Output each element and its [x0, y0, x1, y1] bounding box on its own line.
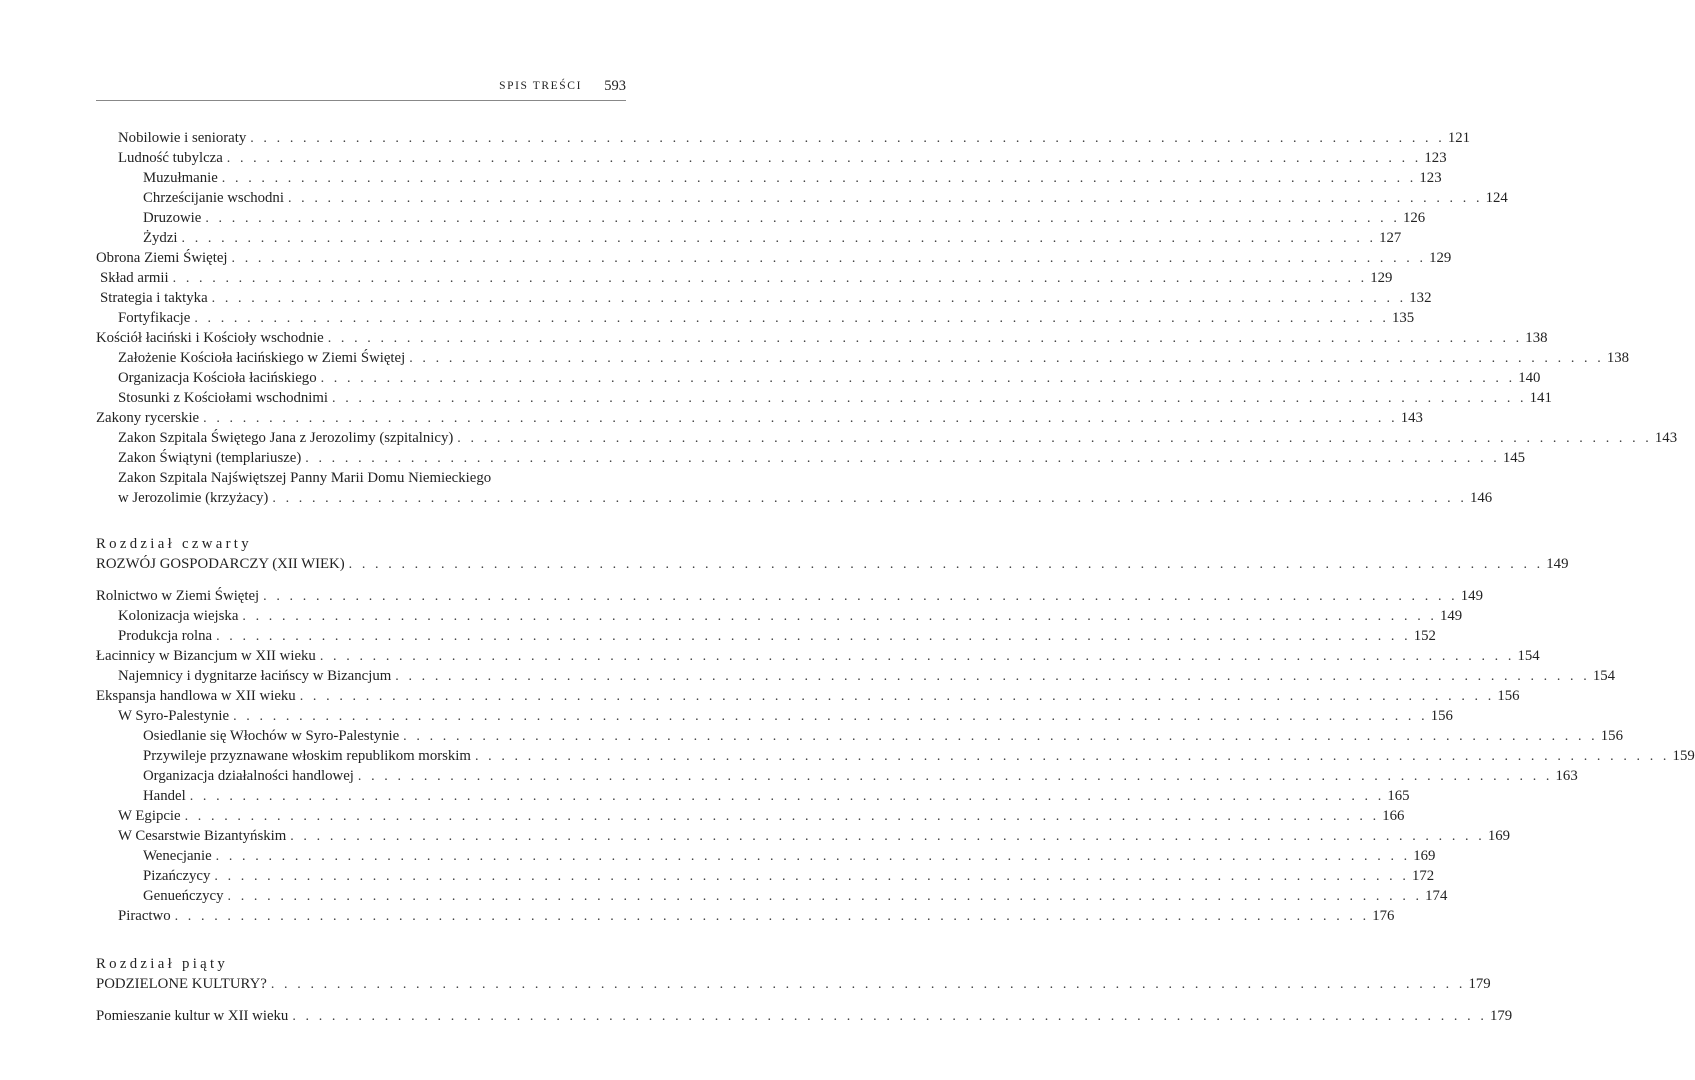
leader-dots: . . . . . . . . . . . . . . . . . . . . . . . . . . . . . . . . . . . . . . . . . . . . . . . . . . . . . . . . . . . . . . . . . . . . . . . . . . . . . . . . . . . . . . . . . . .: [348, 557, 1544, 572]
toc-page-number: 165: [1387, 788, 1410, 804]
leader-dots: . . . . . . . . . . . . . . . . . . . . . . . . . . . . . . . . . . . . . . . . . . . . . . . . . . . . . . . . . . . . . . . . . . . . . . . . . . . . . . . . . . . . . . . . . . .: [181, 231, 1377, 246]
toc-page-number: 121: [1447, 130, 1471, 146]
toc-row: [96, 746, 1695, 766]
toc-row: [96, 268, 1393, 288]
leader-dots: . . . . . . . . . . . . . . . . . . . . . . . . . . . . . . . . . . . . . . . . . . . . . . . . . . . . . . . . . . . . . . . . . . . . . . . . . . . . . . . . . . . . . . . . . . .: [403, 729, 1598, 744]
toc-row: [96, 826, 1511, 846]
leader-dots: . . . . . . . . . . . . . . . . . . . . . . . . . . . . . . . . . . . . . . . . . . . . . . . . . . . . . . . . . . . . . . . . . . . . . . . . . . . . . . . . . . . . . . . . . . .: [250, 131, 1445, 146]
toc-page-number: 159: [1672, 748, 1695, 764]
toc-entry[interactable]: w Jerozolimie (krzyżacy) . . . . . . . . . . . . . . . . . . . . . . . . . . . . . . . . . . . . . . . . . . . . . . . . . . . . . . . . . . . . . . . . . . . . . . . . . . . . . . . . . . . . . . . . . . . 146: [118, 488, 626, 509]
running-title: SPIS TREŚCI: [499, 80, 582, 92]
toc-page-number: 169: [1487, 828, 1511, 844]
leader-dots: . . . . . . . . . . . . . . . . . . . . . . . . . . . . . . . . . . . . . . . . . . . . . . . . . . . . . . . . . . . . . . . . . . . . . . . . . . . . . . . . . . . . . . . . . . .: [194, 311, 1389, 326]
leader-dots: . . . . . . . . . . . . . . . . . . . . . . . . . . . . . . . . . . . . . . . . . . . . . . . . . . . . . . . . . . . . . . . . . . . . . . . . . . . . . . . . . . . . . . . . . . .: [203, 411, 1398, 426]
toc-entry[interactable]: Zakon Szpitala Świętego Jana z Jerozolimy (szpitalnicy) . . . . . . . . . . . . . . . . . . . . . . . . . . . . . . . . . . . . . . . . . . . . . . . . . . . . . . . . . . . . . . . . . . . . . . . . . . . . . . . . . . . . . . . . . . . 143: [118, 428, 626, 449]
chapter-title[interactable]: PODZIELONE KULTURY? . . . . . . . . . . . . . . . . . . . . . . . . . . . . . . . . . . . . . . . . . . . . . . . . . . . . . . . . . . . . . . . . . . . . . . . . . . . . . . . . . . . . . . . . . . . 179: [96, 974, 626, 995]
toc-entry[interactable]: Łacinnicy w Bizancjum w XII wieku . . . . . . . . . . . . . . . . . . . . . . . . . . . . . . . . . . . . . . . . . . . . . . . . . . . . . . . . . . . . . . . . . . . . . . . . . . . . . . . . . . . . . . . . . . . 154: [96, 646, 626, 667]
leader-dots: . . . . . . . . . . . . . . . . . . . . . . . . . . . . . . . . . . . . . . . . . . . . . . . . . . . . . . . . . . . . . . . . . . . . . . . . . . . . . . . . . . . . . . . . . . .: [287, 191, 1483, 206]
toc-page-number: 143: [1654, 430, 1678, 446]
toc-page-number: 149: [1546, 556, 1569, 572]
toc-entry[interactable]: Stosunki z Kościołami wschodnimi . . . . . . . . . . . . . . . . . . . . . . . . . . . . . . . . . . . . . . . . . . . . . . . . . . . . . . . . . . . . . . . . . . . . . . . . . . . . . . . . . . . . . . . . . . . 141: [118, 388, 626, 409]
leader-dots: . . . . . . . . . . . . . . . . . . . . . . . . . . . . . . . . . . . . . . . . . . . . . . . . . . . . . . . . . . . . . . . . . . . . . . . . . . . . . . . . . . . . . . . . . . .: [174, 909, 1370, 924]
toc-page-number: 132: [1409, 290, 1432, 306]
toc-entry[interactable]: Chrześcijanie wschodni . . . . . . . . . . . . . . . . . . . . . . . . . . . . . . . . . . . . . . . . . . . . . . . . . . . . . . . . . . . . . . . . . . . . . . . . . . . . . . . . . . . . . . . . . . . 124: [143, 188, 626, 209]
leader-dots: . . . . . . . . . . . . . . . . . . . . . . . . . . . . . . . . . . . . . . . . . . . . . . . . . . . . . . . . . . . . . . . . . . . . . . . . . . . . . . . . . . . . . . . . . . .: [292, 1009, 1487, 1024]
toc-row: [96, 188, 1508, 208]
toc-page-number: 172: [1411, 868, 1435, 884]
toc-row: [96, 248, 1452, 268]
toc-entry[interactable]: Produkcja rolna . . . . . . . . . . . . . . . . . . . . . . . . . . . . . . . . . . . . . . . . . . . . . . . . . . . . . . . . . . . . . . . . . . . . . . . . . . . . . . . . . . . . . . . . . . . 152: [118, 626, 626, 647]
toc-row: [96, 886, 1448, 906]
toc-entry[interactable]: Zakony rycerskie . . . . . . . . . . . . . . . . . . . . . . . . . . . . . . . . . . . . . . . . . . . . . . . . . . . . . . . . . . . . . . . . . . . . . . . . . . . . . . . . . . . . . . . . . . . 143: [96, 408, 626, 429]
toc-row: [96, 786, 1410, 806]
toc-row: [96, 726, 1623, 746]
toc-page-number: 141: [1529, 390, 1552, 406]
toc-entry[interactable]: Wenecjanie . . . . . . . . . . . . . . . . . . . . . . . . . . . . . . . . . . . . . . . . . . . . . . . . . . . . . . . . . . . . . . . . . . . . . . . . . . . . . . . . . . . . . . . . . . . 169: [143, 846, 626, 867]
toc-row: [96, 368, 1541, 388]
toc-entry[interactable]: Druzowie . . . . . . . . . . . . . . . . . . . . . . . . . . . . . . . . . . . . . . . . . . . . . . . . . . . . . . . . . . . . . . . . . . . . . . . . . . . . . . . . . . . . . . . . . . . 126: [143, 208, 626, 229]
table-of-contents: [96, 128, 1695, 1026]
toc-page-number: 166: [1382, 808, 1405, 824]
toc-page-number: 123: [1419, 170, 1442, 186]
leader-dots: . . . . . . . . . . . . . . . . . . . . . . . . . . . . . . . . . . . . . . . . . . . . . . . . . . . . . . . . . . . . . . . . . . . . . . . . . . . . . . . . . . . . . . . . . . .: [221, 171, 1417, 186]
toc-row: [96, 468, 626, 488]
leader-dots: . . . . . . . . . . . . . . . . . . . . . . . . . . . . . . . . . . . . . . . . . . . . . . . . . . . . . . . . . . . . . . . . . . . . . . . . . . . . . . . . . . . . . . . . . . .: [332, 391, 1527, 406]
toc-page-number: 156: [1497, 688, 1520, 704]
toc-row: [96, 806, 1405, 826]
toc-page-number: 140: [1518, 370, 1541, 386]
toc-page-number: 149: [1440, 608, 1463, 624]
leader-dots: . . . . . . . . . . . . . . . . . . . . . . . . . . . . . . . . . . . . . . . . . . . . . . . . . . . . . . . . . . . . . . . . . . . . . . . . . . . . . . . . . . . . . . . . . . .: [320, 371, 1516, 386]
toc-entry[interactable]: Obrona Ziemi Świętej . . . . . . . . . . . . . . . . . . . . . . . . . . . . . . . . . . . . . . . . . . . . . . . . . . . . . . . . . . . . . . . . . . . . . . . . . . . . . . . . . . . . . . . . . . . 129: [96, 248, 626, 269]
chapter-label: Rozdział piąty: [96, 956, 229, 972]
leader-dots: . . . . . . . . . . . . . . . . . . . . . . . . . . . . . . . . . . . . . . . . . . . . . . . . . . . . . . . . . . . . . . . . . . . . . . . . . . . . . . . . . . . . . . . . . . .: [184, 809, 1380, 824]
leader-dots: . . . . . . . . . . . . . . . . . . . . . . . . . . . . . . . . . . . . . . . . . . . . . . . . . . . . . . . . . . . . . . . . . . . . . . . . . . . . . . . . . . . . . . . . . . .: [474, 749, 1670, 764]
toc-page-number: 154: [1517, 648, 1540, 664]
toc-row: [96, 606, 1463, 626]
toc-entry[interactable]: Organizacja działalności handlowej . . . . . . . . . . . . . . . . . . . . . . . . . . . . . . . . . . . . . . . . . . . . . . . . . . . . . . . . . . . . . . . . . . . . . . . . . . . . . . . . . . . . . . . . . . . 163: [143, 766, 626, 787]
toc-row: [96, 308, 1415, 328]
toc-page-number: 145: [1502, 450, 1526, 466]
toc-row: [96, 866, 1435, 886]
toc-page-number: 169: [1413, 848, 1436, 864]
toc-row: [96, 586, 1483, 606]
toc-row: [96, 846, 1436, 866]
toc-page-number: 176: [1372, 908, 1395, 924]
leader-dots: . . . . . . . . . . . . . . . . . . . . . . . . . . . . . . . . . . . . . . . . . . . . . . . . . . . . . . . . . . . . . . . . . . . . . . . . . . . . . . . . . . . . . . . . . . .: [409, 351, 1604, 366]
leader-dots: . . . . . . . . . . . . . . . . . . . . . . . . . . . . . . . . . . . . . . . . . . . . . . . . . . . . . . . . . . . . . . . . . . . . . . . . . . . . . . . . . . . . . . . . . . .: [272, 491, 1467, 506]
toc-page-number: 163: [1555, 768, 1578, 784]
leader-dots: . . . . . . . . . . . . . . . . . . . . . . . . . . . . . . . . . . . . . . . . . . . . . . . . . . . . . . . . . . . . . . . . . . . . . . . . . . . . . . . . . . . . . . . . . . .: [290, 829, 1485, 844]
toc-row: [96, 148, 1447, 168]
toc-entry[interactable]: Rolnictwo w Ziemi Świętej . . . . . . . . . . . . . . . . . . . . . . . . . . . . . . . . . . . . . . . . . . . . . . . . . . . . . . . . . . . . . . . . . . . . . . . . . . . . . . . . . . . . . . . . . . . 149: [96, 586, 626, 607]
toc-page-number: 127: [1379, 230, 1402, 246]
leader-dots: . . . . . . . . . . . . . . . . . . . . . . . . . . . . . . . . . . . . . . . . . . . . . . . . . . . . . . . . . . . . . . . . . . . . . . . . . . . . . . . . . . . . . . . . . . .: [231, 251, 1427, 266]
toc-entry[interactable]: Piractwo . . . . . . . . . . . . . . . . . . . . . . . . . . . . . . . . . . . . . . . . . . . . . . . . . . . . . . . . . . . . . . . . . . . . . . . . . . . . . . . . . . . . . . . . . . . 176: [118, 906, 626, 927]
leader-dots: . . . . . . . . . . . . . . . . . . . . . . . . . . . . . . . . . . . . . . . . . . . . . . . . . . . . . . . . . . . . . . . . . . . . . . . . . . . . . . . . . . . . . . . . . . .: [214, 869, 1409, 884]
toc-row: [96, 906, 1395, 926]
toc-page-number: 156: [1600, 728, 1623, 744]
leader-dots: . . . . . . . . . . . . . . . . . . . . . . . . . . . . . . . . . . . . . . . . . . . . . . . . . . . . . . . . . . . . . . . . . . . . . . . . . . . . . . . . . . . . . . . . . . .: [263, 589, 1458, 604]
toc-entry[interactable]: Przywileje przyznawane włoskim republikom morskim . . . . . . . . . . . . . . . . . . . . . . . . . . . . . . . . . . . . . . . . . . . . . . . . . . . . . . . . . . . . . . . . . . . . . . . . . . . . . . . . . . . . . . . . . . . 159: [143, 746, 626, 767]
toc-row: [96, 974, 1491, 994]
toc-entry[interactable]: Kościół łaciński i Kościoły wschodnie . . . . . . . . . . . . . . . . . . . . . . . . . . . . . . . . . . . . . . . . . . . . . . . . . . . . . . . . . . . . . . . . . . . . . . . . . . . . . . . . . . . . . . . . . . . 138: [96, 328, 626, 349]
toc-row: [96, 228, 1402, 248]
toc-page-number: 126: [1402, 210, 1426, 226]
toc-page-number: 124: [1485, 190, 1508, 206]
toc-entry[interactable]: Genueńczycy . . . . . . . . . . . . . . . . . . . . . . . . . . . . . . . . . . . . . . . . . . . . . . . . . . . . . . . . . . . . . . . . . . . . . . . . . . . . . . . . . . . . . . . . . . . 174: [143, 886, 626, 907]
leader-dots: . . . . . . . . . . . . . . . . . . . . . . . . . . . . . . . . . . . . . . . . . . . . . . . . . . . . . . . . . . . . . . . . . . . . . . . . . . . . . . . . . . . . . . . . . . .: [226, 151, 1422, 166]
toc-row: [96, 766, 1578, 786]
toc-row: [96, 208, 1426, 228]
toc-row: [96, 488, 1493, 508]
toc-entry-line1[interactable]: Zakon Szpitala Najświętszej Panny Marii Domu Niemieckiego: [118, 470, 492, 486]
toc-entry[interactable]: W Cesarstwie Bizantyńskim . . . . . . . . . . . . . . . . . . . . . . . . . . . . . . . . . . . . . . . . . . . . . . . . . . . . . . . . . . . . . . . . . . . . . . . . . . . . . . . . . . . . . . . . . . . 169: [118, 826, 626, 847]
leader-dots: . . . . . . . . . . . . . . . . . . . . . . . . . . . . . . . . . . . . . . . . . . . . . . . . . . . . . . . . . . . . . . . . . . . . . . . . . . . . . . . . . . . . . . . . . . .: [242, 609, 1437, 624]
toc-row: [96, 408, 1423, 428]
leader-dots: . . . . . . . . . . . . . . . . . . . . . . . . . . . . . . . . . . . . . . . . . . . . . . . . . . . . . . . . . . . . . . . . . . . . . . . . . . . . . . . . . . . . . . . . . . .: [205, 211, 1400, 226]
toc-entry[interactable]: W Syro-Palestynie . . . . . . . . . . . . . . . . . . . . . . . . . . . . . . . . . . . . . . . . . . . . . . . . . . . . . . . . . . . . . . . . . . . . . . . . . . . . . . . . . . . . . . . . . . . 156: [118, 706, 626, 727]
page-number: 593: [604, 78, 626, 94]
toc-page-number: 138: [1606, 350, 1630, 366]
leader-dots: . . . . . . . . . . . . . . . . . . . . . . . . . . . . . . . . . . . . . . . . . . . . . . . . . . . . . . . . . . . . . . . . . . . . . . . . . . . . . . . . . . . . . . . . . . .: [215, 849, 1411, 864]
leader-dots: . . . . . . . . . . . . . . . . . . . . . . . . . . . . . . . . . . . . . . . . . . . . . . . . . . . . . . . . . . . . . . . . . . . . . . . . . . . . . . . . . . . . . . . . . . .: [216, 629, 1411, 644]
leader-dots: . . . . . . . . . . . . . . . . . . . . . . . . . . . . . . . . . . . . . . . . . . . . . . . . . . . . . . . . . . . . . . . . . . . . . . . . . . . . . . . . . . . . . . . . . . .: [233, 709, 1428, 724]
leader-dots: . . . . . . . . . . . . . . . . . . . . . . . . . . . . . . . . . . . . . . . . . . . . . . . . . . . . . . . . . . . . . . . . . . . . . . . . . . . . . . . . . . . . . . . . . . .: [270, 977, 1466, 992]
toc-entry[interactable]: Muzułmanie . . . . . . . . . . . . . . . . . . . . . . . . . . . . . . . . . . . . . . . . . . . . . . . . . . . . . . . . . . . . . . . . . . . . . . . . . . . . . . . . . . . . . . . . . . . 123: [143, 168, 626, 189]
toc-entry[interactable]: Żydzi . . . . . . . . . . . . . . . . . . . . . . . . . . . . . . . . . . . . . . . . . . . . . . . . . . . . . . . . . . . . . . . . . . . . . . . . . . . . . . . . . . . . . . . . . . . 127: [143, 228, 626, 249]
toc-entry[interactable]: Zakon Świątyni (templariusze) . . . . . . . . . . . . . . . . . . . . . . . . . . . . . . . . . . . . . . . . . . . . . . . . . . . . . . . . . . . . . . . . . . . . . . . . . . . . . . . . . . . . . . . . . . . 145: [118, 448, 626, 469]
toc-page-number: 179: [1489, 1008, 1513, 1024]
toc-page-number: 129: [1370, 270, 1393, 286]
toc-entry[interactable]: Pomieszanie kultur w XII wieku . . . . . . . . . . . . . . . . . . . . . . . . . . . . . . . . . . . . . . . . . . . . . . . . . . . . . . . . . . . . . . . . . . . . . . . . . . . . . . . . . . . . . . . . . . . 179: [96, 1006, 626, 1027]
toc-entry[interactable]: W Egipcie . . . . . . . . . . . . . . . . . . . . . . . . . . . . . . . . . . . . . . . . . . . . . . . . . . . . . . . . . . . . . . . . . . . . . . . . . . . . . . . . . . . . . . . . . . . 166: [118, 806, 626, 827]
toc-row: [96, 626, 1436, 646]
toc-row: [96, 168, 1442, 188]
toc-row: [96, 686, 1520, 706]
toc-page-number: 149: [1460, 588, 1483, 604]
leader-dots: . . . . . . . . . . . . . . . . . . . . . . . . . . . . . . . . . . . . . . . . . . . . . . . . . . . . . . . . . . . . . . . . . . . . . . . . . . . . . . . . . . . . . . . . . . .: [457, 431, 1652, 446]
toc-page-number: 174: [1425, 888, 1448, 904]
toc-entry[interactable]: Strategia i taktyka . . . . . . . . . . . . . . . . . . . . . . . . . . . . . . . . . . . . . . . . . . . . . . . . . . . . . . . . . . . . . . . . . . . . . . . . . . . . . . . . . . . . . . . . . . . 132: [100, 288, 626, 309]
toc-entry[interactable]: Organizacja Kościoła łacińskiego . . . . . . . . . . . . . . . . . . . . . . . . . . . . . . . . . . . . . . . . . . . . . . . . . . . . . . . . . . . . . . . . . . . . . . . . . . . . . . . . . . . . . . . . . . . 140: [118, 368, 626, 389]
toc-row: [96, 388, 1552, 408]
toc-entry[interactable]: Handel . . . . . . . . . . . . . . . . . . . . . . . . . . . . . . . . . . . . . . . . . . . . . . . . . . . . . . . . . . . . . . . . . . . . . . . . . . . . . . . . . . . . . . . . . . . 165: [143, 786, 626, 807]
leader-dots: . . . . . . . . . . . . . . . . . . . . . . . . . . . . . . . . . . . . . . . . . . . . . . . . . . . . . . . . . . . . . . . . . . . . . . . . . . . . . . . . . . . . . . . . . . .: [319, 649, 1515, 664]
chapter-label: Rozdział czwarty: [96, 536, 252, 552]
toc-entry[interactable]: Ludność tubylcza . . . . . . . . . . . . . . . . . . . . . . . . . . . . . . . . . . . . . . . . . . . . . . . . . . . . . . . . . . . . . . . . . . . . . . . . . . . . . . . . . . . . . . . . . . . 123: [118, 148, 626, 169]
toc-page-number: 146: [1469, 490, 1493, 506]
toc-page-number: 152: [1413, 628, 1436, 644]
leader-dots: . . . . . . . . . . . . . . . . . . . . . . . . . . . . . . . . . . . . . . . . . . . . . . . . . . . . . . . . . . . . . . . . . . . . . . . . . . . . . . . . . . . . . . . . . . .: [395, 669, 1590, 684]
leader-dots: . . . . . . . . . . . . . . . . . . . . . . . . . . . . . . . . . . . . . . . . . . . . . . . . . . . . . . . . . . . . . . . . . . . . . . . . . . . . . . . . . . . . . . . . . . .: [227, 889, 1423, 904]
toc-entry[interactable]: Kolonizacja wiejska . . . . . . . . . . . . . . . . . . . . . . . . . . . . . . . . . . . . . . . . . . . . . . . . . . . . . . . . . . . . . . . . . . . . . . . . . . . . . . . . . . . . . . . . . . . 149: [118, 606, 626, 627]
toc-row: [96, 428, 1678, 448]
toc-row: [96, 1006, 1513, 1026]
toc-row: [96, 348, 1630, 368]
leader-dots: . . . . . . . . . . . . . . . . . . . . . . . . . . . . . . . . . . . . . . . . . . . . . . . . . . . . . . . . . . . . . . . . . . . . . . . . . . . . . . . . . . . . . . . . . . .: [299, 689, 1495, 704]
chapter-title[interactable]: ROZWÓJ GOSPODARCZY (XII WIEK) . . . . . . . . . . . . . . . . . . . . . . . . . . . . . . . . . . . . . . . . . . . . . . . . . . . . . . . . . . . . . . . . . . . . . . . . . . . . . . . . . . . . . . . . . . . 149: [96, 554, 626, 575]
toc-entry[interactable]: Założenie Kościoła łacińskiego w Ziemi Świętej . . . . . . . . . . . . . . . . . . . . . . . . . . . . . . . . . . . . . . . . . . . . . . . . . . . . . . . . . . . . . . . . . . . . . . . . . . . . . . . . . . . . . . . . . . . 138: [118, 348, 626, 369]
toc-page-number: 123: [1424, 150, 1447, 166]
toc-entry[interactable]: Skład armii . . . . . . . . . . . . . . . . . . . . . . . . . . . . . . . . . . . . . . . . . . . . . . . . . . . . . . . . . . . . . . . . . . . . . . . . . . . . . . . . . . . . . . . . . . . 129: [100, 268, 626, 289]
leader-dots: . . . . . . . . . . . . . . . . . . . . . . . . . . . . . . . . . . . . . . . . . . . . . . . . . . . . . . . . . . . . . . . . . . . . . . . . . . . . . . . . . . . . . . . . . . .: [189, 789, 1385, 804]
toc-row: [96, 646, 1540, 666]
leader-dots: . . . . . . . . . . . . . . . . . . . . . . . . . . . . . . . . . . . . . . . . . . . . . . . . . . . . . . . . . . . . . . . . . . . . . . . . . . . . . . . . . . . . . . . . . . .: [327, 331, 1523, 346]
leader-dots: . . . . . . . . . . . . . . . . . . . . . . . . . . . . . . . . . . . . . . . . . . . . . . . . . . . . . . . . . . . . . . . . . . . . . . . . . . . . . . . . . . . . . . . . . . .: [172, 271, 1368, 286]
toc-entry[interactable]: Fortyfikacje . . . . . . . . . . . . . . . . . . . . . . . . . . . . . . . . . . . . . . . . . . . . . . . . . . . . . . . . . . . . . . . . . . . . . . . . . . . . . . . . . . . . . . . . . . . 135: [118, 308, 626, 329]
toc-row: [96, 288, 1432, 308]
toc-row: [96, 554, 1569, 574]
toc-page-number: 179: [1468, 976, 1491, 992]
toc-row: [96, 328, 1548, 348]
toc-entry[interactable]: Nobilowie i senioraty . . . . . . . . . . . . . . . . . . . . . . . . . . . . . . . . . . . . . . . . . . . . . . . . . . . . . . . . . . . . . . . . . . . . . . . . . . . . . . . . . . . . . . . . . . . 121: [118, 128, 626, 149]
leader-dots: . . . . . . . . . . . . . . . . . . . . . . . . . . . . . . . . . . . . . . . . . . . . . . . . . . . . . . . . . . . . . . . . . . . . . . . . . . . . . . . . . . . . . . . . . . .: [211, 291, 1407, 306]
toc-page-number: 135: [1391, 310, 1415, 326]
running-header: [96, 78, 626, 101]
toc-row: [96, 666, 1616, 686]
toc-row: [96, 448, 1526, 468]
toc-entry[interactable]: Pizańczycy . . . . . . . . . . . . . . . . . . . . . . . . . . . . . . . . . . . . . . . . . . . . . . . . . . . . . . . . . . . . . . . . . . . . . . . . . . . . . . . . . . . . . . . . . . . 172: [143, 866, 626, 887]
toc-page-number: 143: [1400, 410, 1423, 426]
toc-page-number: 154: [1592, 668, 1616, 684]
toc-row: [96, 706, 1453, 726]
toc-entry[interactable]: Najemnicy i dygnitarze łacińscy w Bizancjum . . . . . . . . . . . . . . . . . . . . . . . . . . . . . . . . . . . . . . . . . . . . . . . . . . . . . . . . . . . . . . . . . . . . . . . . . . . . . . . . . . . . . . . . . . . 154: [118, 666, 626, 687]
toc-entry[interactable]: Osiedlanie się Włochów w Syro-Palestynie . . . . . . . . . . . . . . . . . . . . . . . . . . . . . . . . . . . . . . . . . . . . . . . . . . . . . . . . . . . . . . . . . . . . . . . . . . . . . . . . . . . . . . . . . . . 156: [143, 726, 626, 747]
toc-row: [96, 128, 1471, 148]
toc-page-number: 129: [1429, 250, 1452, 266]
toc-page-number: 138: [1525, 330, 1548, 346]
toc-entry[interactable]: Ekspansja handlowa w XII wieku . . . . . . . . . . . . . . . . . . . . . . . . . . . . . . . . . . . . . . . . . . . . . . . . . . . . . . . . . . . . . . . . . . . . . . . . . . . . . . . . . . . . . . . . . . . 156: [96, 686, 626, 707]
toc-page-number: 156: [1430, 708, 1453, 724]
leader-dots: . . . . . . . . . . . . . . . . . . . . . . . . . . . . . . . . . . . . . . . . . . . . . . . . . . . . . . . . . . . . . . . . . . . . . . . . . . . . . . . . . . . . . . . . . . .: [357, 769, 1553, 784]
leader-dots: . . . . . . . . . . . . . . . . . . . . . . . . . . . . . . . . . . . . . . . . . . . . . . . . . . . . . . . . . . . . . . . . . . . . . . . . . . . . . . . . . . . . . . . . . . .: [305, 451, 1500, 466]
